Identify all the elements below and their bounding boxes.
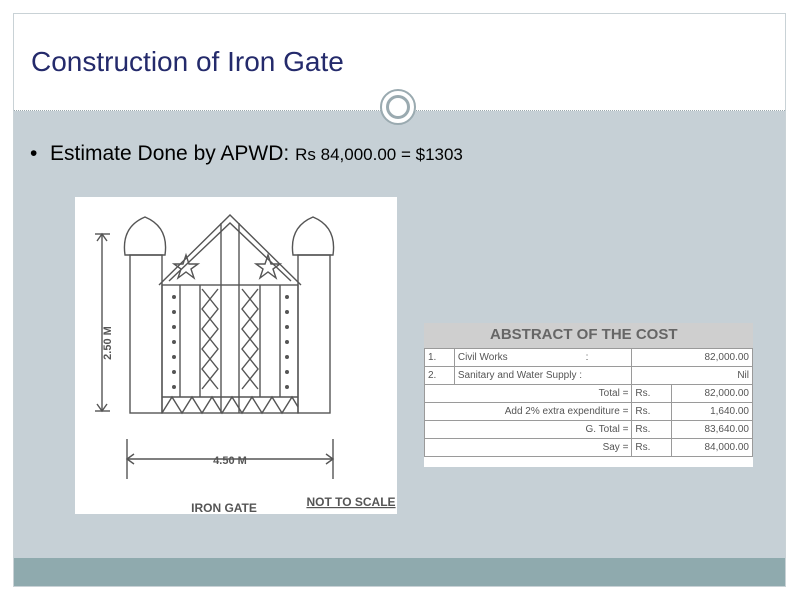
item-no: 1.	[425, 349, 455, 367]
slide-title: Construction of Iron Gate	[31, 46, 344, 77]
item-amount: 82,000.00	[632, 349, 753, 367]
divider-circle-ornament	[380, 89, 416, 125]
table-row	[425, 385, 753, 403]
cost-table	[424, 348, 753, 457]
footer-bar	[14, 558, 785, 586]
left-pillar-dome	[124, 217, 165, 255]
table-row	[425, 421, 753, 439]
scale-note: NOT TO SCALE	[306, 495, 396, 509]
drawing-caption: IRON GATE	[191, 501, 257, 514]
say-currency: Rs.	[632, 439, 672, 457]
grand-total-currency: Rs.	[632, 421, 672, 439]
table-row	[425, 439, 753, 457]
table-row	[425, 403, 753, 421]
table-row	[425, 349, 753, 367]
gate-frame	[162, 285, 298, 413]
say-amount: 84,000.00	[672, 439, 753, 457]
right-pillar-dome	[292, 217, 333, 255]
extra-label: Add 2% extra expenditure =	[425, 403, 632, 421]
height-dimension-label: 2.50 M	[102, 326, 114, 360]
table-row	[425, 367, 753, 385]
total-currency: Rs.	[632, 385, 672, 403]
total-label: Total =	[425, 385, 632, 403]
bullet-icon: •	[30, 142, 38, 165]
width-dimension-label: 4.50 M	[213, 455, 247, 467]
grand-total-amount: 83,640.00	[672, 421, 753, 439]
item-no: 2.	[425, 367, 455, 385]
gate-drawing	[75, 197, 397, 514]
item-desc: Civil Works :	[454, 349, 632, 367]
grand-total-label: G. Total =	[425, 421, 632, 439]
abstract-title: ABSTRACT OF THE COST	[490, 326, 678, 343]
left-pillar	[130, 255, 162, 413]
gate-sketch	[75, 197, 397, 514]
cost-abstract	[424, 323, 753, 467]
item-amount: Nil	[632, 367, 753, 385]
total-amount: 82,000.00	[672, 385, 753, 403]
abstract-header	[424, 323, 753, 348]
extra-currency: Rs.	[632, 403, 672, 421]
say-label: Say =	[425, 439, 632, 457]
estimate-bullet	[30, 142, 463, 166]
estimate-label: Estimate Done by APWD:	[50, 142, 290, 165]
gate-roof-outer	[159, 215, 301, 285]
item-desc: Sanitary and Water Supply :	[454, 367, 632, 385]
estimate-amount: Rs 84,000.00 = $1303	[295, 145, 463, 164]
right-pillar	[298, 255, 330, 413]
extra-amount: 1,640.00	[672, 403, 753, 421]
